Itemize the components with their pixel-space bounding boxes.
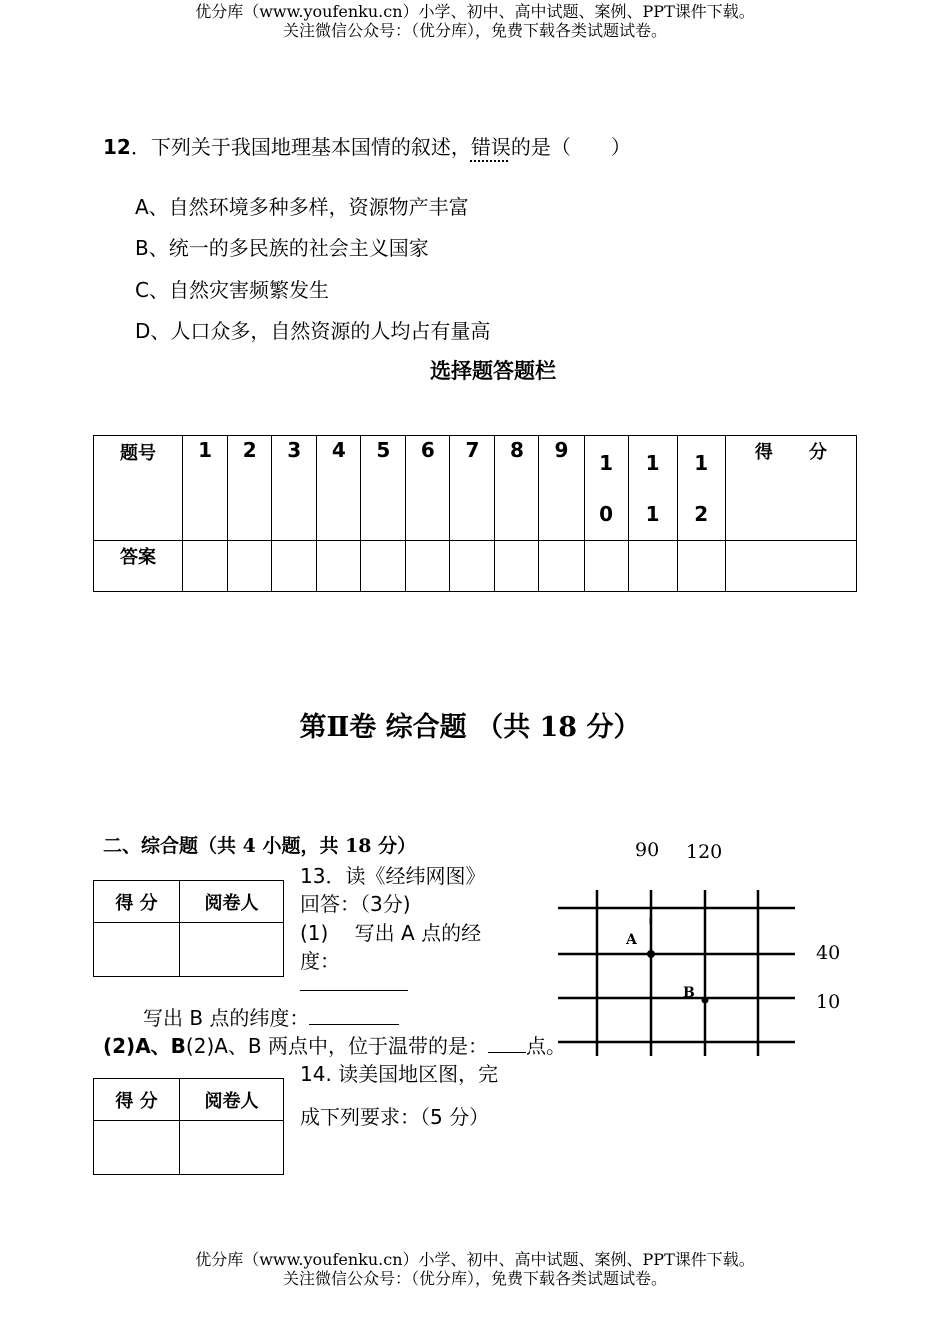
answer-table-title: 选择题答题栏: [430, 358, 556, 383]
reviewer-label: 阅卷人: [180, 1079, 284, 1121]
footer-line-1: 优分库（www.youfenku.cn）小学、初中、高中试题、案例、PPT课件下载。: [195, 1250, 755, 1269]
row-label: 题号: [94, 436, 183, 541]
score-cell[interactable]: [94, 1121, 180, 1175]
answer-label: 答案: [94, 541, 183, 592]
answer-blank-b-latitude[interactable]: [309, 1004, 399, 1025]
header-line-1: 优分库（www.youfenku.cn）小学、初中、高中试题、案例、PPT课件下载。: [195, 2, 755, 21]
q13-line-1: 13．读《经纬网图》: [300, 864, 486, 888]
question-number: 2: [228, 436, 272, 541]
reviewer-cell[interactable]: [180, 923, 284, 977]
option-a: A、自然环境多种多样，资源物产丰富: [135, 195, 469, 219]
score-label: 得 分: [94, 881, 180, 923]
point-a-marker: [647, 950, 655, 958]
point-b-label: B: [683, 985, 695, 1001]
question-number: 8: [495, 436, 539, 541]
answer-blank-a-longitude[interactable]: [300, 966, 408, 991]
point-b-marker: [702, 997, 709, 1004]
q14-line-2: 成下列要求：（5 分）: [300, 1105, 490, 1129]
longitude-label: 90: [635, 839, 660, 861]
q13-line-2: 回答：（3分): [300, 892, 411, 916]
answer-cell[interactable]: [584, 541, 628, 592]
answer-blank-temperate[interactable]: [488, 1032, 526, 1053]
question-number: 1 0: [584, 436, 628, 541]
answer-cell[interactable]: [228, 541, 272, 592]
answer-table-number-row: [94, 436, 857, 541]
q14-line-1: 14. 读美国地区图，完: [300, 1062, 499, 1086]
q13-line-3: (1) 写出 A 点的经: [300, 921, 482, 945]
answer-cell[interactable]: [539, 541, 584, 592]
score-label: 得 分: [725, 436, 856, 541]
latitude-label: 40: [816, 942, 841, 964]
header-line-2: 关注微信公众号：（优分库），免费下载各类试题试卷。: [282, 21, 667, 40]
question-number: 3: [272, 436, 317, 541]
answer-cell[interactable]: [183, 541, 228, 592]
question-number: 1 1: [628, 436, 677, 541]
option-c: C、自然灾害频繁发生: [135, 278, 329, 302]
section-heading: 二、综合题（共 4 小题，共 18 分）: [103, 835, 417, 857]
q13-line-6: (2)A、B(2)A、B 两点中，位于温带的是： 点。: [103, 1034, 567, 1058]
lat-lon-grid-map: [540, 830, 860, 1070]
answer-cell[interactable]: [450, 541, 495, 592]
score-box-1: [93, 880, 284, 977]
answer-table-answer-row: [94, 541, 857, 592]
longitude-label: 120: [686, 841, 723, 863]
score-label: 得 分: [94, 1079, 180, 1121]
point-a-label: A: [626, 932, 637, 948]
answer-cell[interactable]: [406, 541, 450, 592]
answer-cell[interactable]: [495, 541, 539, 592]
option-d: D、人口众多，自然资源的人均占有量高: [135, 319, 491, 343]
answer-cell[interactable]: [361, 541, 406, 592]
answer-cell[interactable]: [272, 541, 317, 592]
question-number: 1 2: [677, 436, 725, 541]
reviewer-cell[interactable]: [180, 1121, 284, 1175]
answer-table: [93, 435, 857, 592]
footer-line-2: 关注微信公众号：（优分库），免费下载各类试题试卷。: [282, 1269, 667, 1288]
q13-line-5: 写出 B 点的纬度：: [143, 1002, 399, 1031]
answer-cell[interactable]: [677, 541, 725, 592]
question-12-stem: 12．下列关于我国地理基本国情的叙述，错误的是（ ）: [103, 135, 631, 159]
score-cell[interactable]: [725, 541, 856, 592]
option-b: B、统一的多民族的社会主义国家: [135, 236, 429, 260]
question-number: 9: [539, 436, 584, 541]
question-12-number: 12: [103, 135, 131, 159]
question-number: 4: [317, 436, 361, 541]
emphasized-word: 错误: [470, 135, 511, 159]
question-number: 6: [406, 436, 450, 541]
question-number: 5: [361, 436, 406, 541]
q13-line-4: 度：: [300, 949, 340, 973]
answer-cell[interactable]: [317, 541, 361, 592]
answer-cell[interactable]: [628, 541, 677, 592]
part-2-title: 第Ⅱ卷 综合题 （共 18 分）: [299, 712, 641, 743]
reviewer-label: 阅卷人: [180, 881, 284, 923]
question-number: 1: [183, 436, 228, 541]
latitude-label: 10: [816, 991, 841, 1013]
score-box-2: [93, 1078, 284, 1175]
score-cell[interactable]: [94, 923, 180, 977]
question-number: 7: [450, 436, 495, 541]
